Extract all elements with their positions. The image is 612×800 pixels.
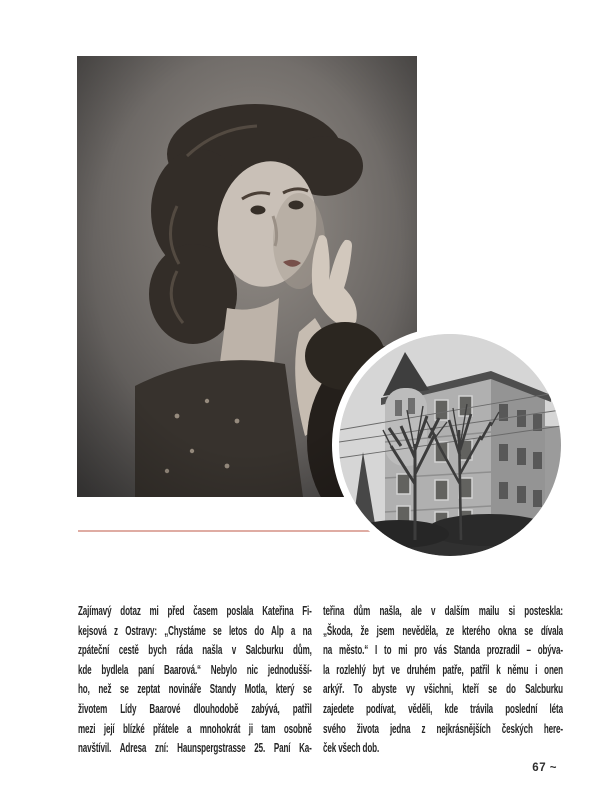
text-line: mezi její blízké přátele a mnohokrát ji tam osobně [78, 720, 312, 736]
text-line: arkýř. To abyste vy všichni, kteří se do Salcburku [323, 681, 563, 697]
text-line: svého života jedna z nejkrásnějších českých here- [323, 720, 563, 736]
accent-rule [78, 530, 372, 532]
text-column-left [78, 601, 312, 758]
text-line: kejsová z Ostravy: „Chystáme se letos do Alp a na [78, 622, 312, 638]
text-line: Zajímavý dotaz mi před časem poslala Kateřina Fi- [78, 603, 312, 618]
text-line: navštívil. Adresa zní: Haunspergstrasse 25. Paní Ka- [78, 740, 312, 756]
text-line: ho, než se zeptat novináře Standy Motla, který se [78, 681, 312, 697]
page-number: 67 ~ [532, 762, 557, 774]
text-line: zajedete podívat, věděli, kde trávila poslední léta [323, 700, 563, 716]
text-line: zpáteční cestě bych ráda našla v Salcburku dům, [78, 642, 312, 658]
text-line: teřina dům našla, ale v dalším mailu si posteskla: [323, 603, 563, 618]
text-line: životem Lídy Baarové dlouhodobě zabývá, patřil [78, 700, 312, 716]
text-line: kde bydlela paní Baarová.“ Nebylo nic jednodušší- [78, 661, 312, 677]
text-line: na město.“ I to mi pro vás Standa prozradil – obýva- [323, 642, 563, 658]
text-line: la rozlehlý byt ve druhém patře, patřil k němu i onen [323, 661, 563, 677]
text-line: „Škoda, že jsem nevěděla, ze kterého okna se dívala [323, 622, 563, 638]
building-photo-art [339, 334, 561, 556]
text-column-right [323, 601, 563, 758]
building-circle-photo [332, 327, 568, 563]
text-line: ček všech dob. [323, 740, 380, 756]
